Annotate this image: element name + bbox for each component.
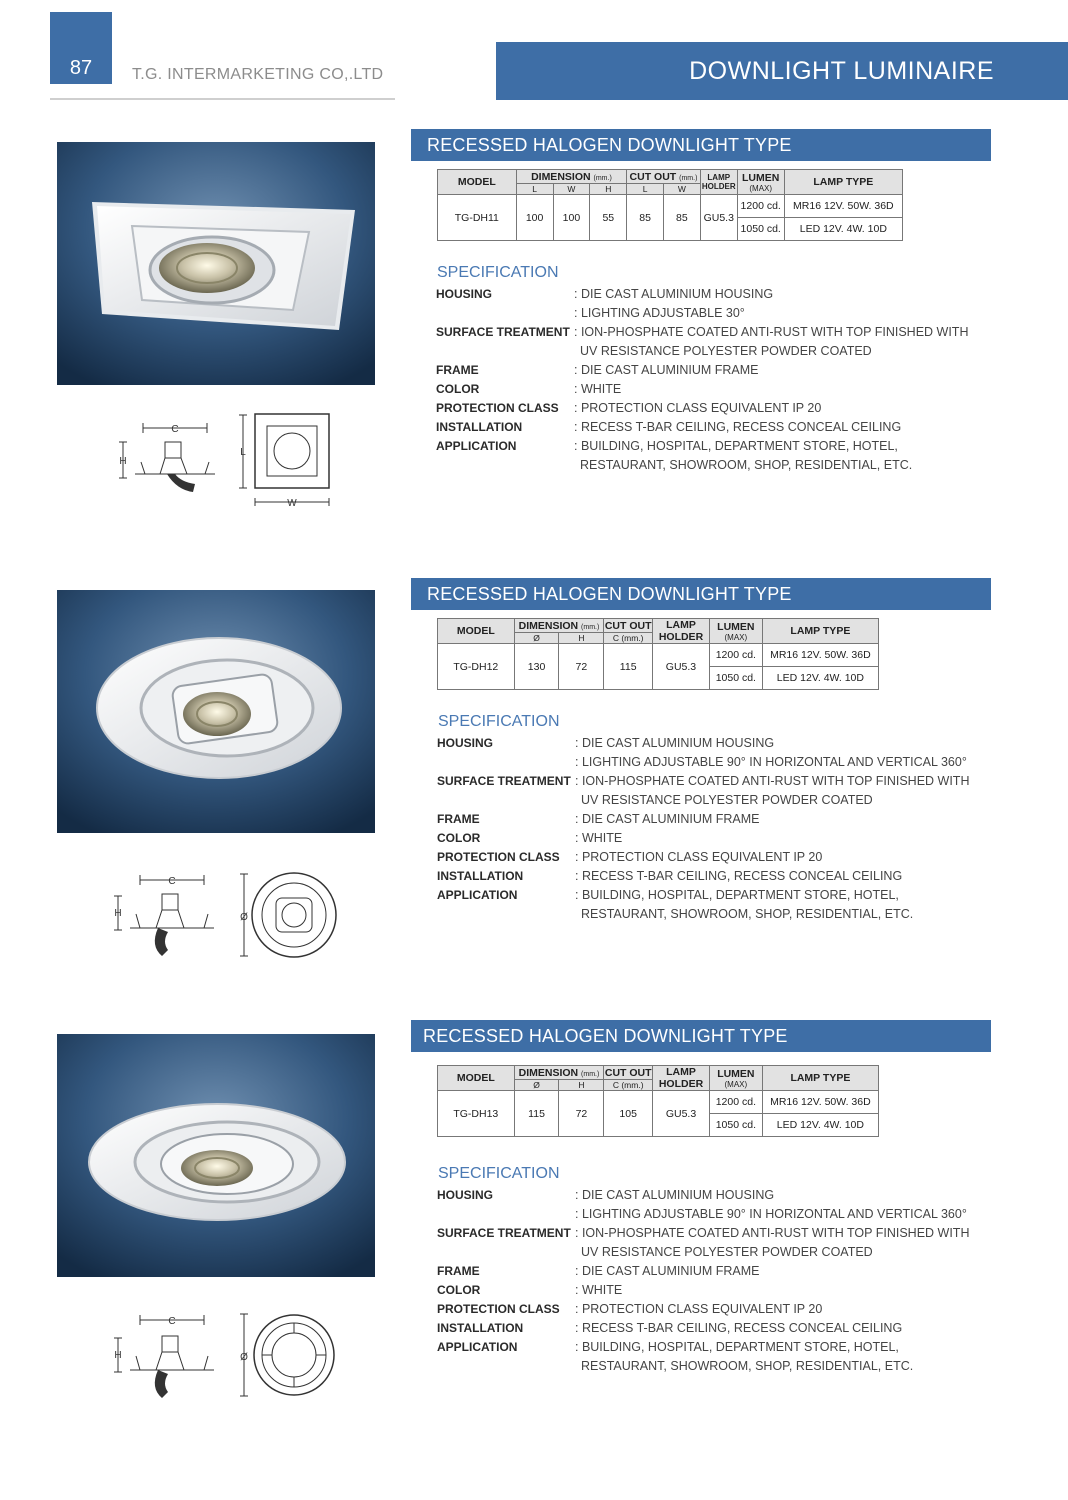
page-number: 87 [69,57,93,79]
th-dim-l: L [516,184,553,195]
cell-lamp-holder: GU5.3 [653,1091,710,1137]
spec-row: COLOR : WHITE [436,382,622,396]
spec-row: UV RESISTANCE POLYESTER POWDER COATED [580,344,872,358]
spec-heading-dh13: SPECIFICATION [438,1165,560,1182]
th-model: MODEL [438,170,517,195]
cell-dim-h: 72 [559,1091,604,1137]
cell-model: TG-DH11 [438,195,517,241]
th-lamp-type: LAMP TYPE [762,619,878,644]
spec-row: APPLICATION : BUILDING, HOSPITAL, DEPARTMENT STORE, HOTEL, [436,439,898,453]
category-banner [496,42,1068,100]
th-dim-w: W [553,184,590,195]
spec-table-dh12 [437,618,879,690]
header-divider [50,98,395,100]
dimension-drawing-dh11 [115,410,345,520]
cell-model: TG-DH13 [438,1091,515,1137]
th-dim-h: H [590,184,627,195]
th-cut-l: L [627,184,664,195]
cell-cut-l: 85 [627,195,664,241]
section-title-dh11: RECESSED HALOGEN DOWNLIGHT TYPE [411,129,991,161]
cell-lumen-2: 1050 cd. [737,218,784,241]
spec-list-dh13 [437,1186,969,1376]
cell-lamp-type-1: MR16 12V. 50W. 36D [762,1091,878,1114]
cell-lamp-holder: GU5.3 [653,644,710,690]
spec-row: COLOR : WHITE [437,831,623,845]
spec-row: PROTECTION CLASS : PROTECTION CLASS EQUIVALENT IP 20 [437,1302,823,1316]
spec-row: : LIGHTING ADJUSTABLE 30° [574,306,745,320]
cell-cutout: 115 [604,644,653,690]
cell-lumen-1: 1200 cd. [709,644,762,667]
spec-row: PROTECTION CLASS : PROTECTION CLASS EQUIVALENT IP 20 [437,850,823,864]
th-lamp-holder: LAMP HOLDER [653,619,710,644]
spec-row: SURFACE TREATMENT : ION-PHOSPHATE COATED ANTI-RUST WITH TOP FINISHED WITH [437,774,970,788]
cell-lamp-type-2: LED 12V. 4W. 10D [784,218,902,241]
spec-row: SURFACE TREATMENT : ION-PHOSPHATE COATED ANTI-RUST WITH TOP FINISHED WITH [436,325,969,339]
th-model: MODEL [438,1066,515,1091]
th-lamp-type: LAMP TYPE [762,1066,878,1091]
spec-heading-dh12: SPECIFICATION [438,713,560,730]
dim-label-c: C [168,1316,176,1327]
dim-label-dia: Ø [240,1352,248,1363]
spec-list-dh12 [437,734,969,924]
cell-dim-h: 72 [559,644,604,690]
th-dimension: DIMENSION (mm.) [516,170,627,184]
th-cutout: CUT OUT [604,619,652,632]
spec-row: INSTALLATION : RECESS T-BAR CEILING, RECESS CONCEAL CEILING [437,1321,903,1335]
product-photo-dh13 [57,1034,375,1277]
cell-lumen-2: 1050 cd. [709,1114,762,1137]
spec-row: : LIGHTING ADJUSTABLE 90° IN HORIZONTAL AND VERTICAL 360° [575,755,967,769]
spec-row: HOUSING : DIE CAST ALUMINIUM HOUSING [436,287,774,301]
spec-row: FRAME : DIE CAST ALUMINIUM FRAME [436,363,759,377]
cell-lumen-1: 1200 cd. [737,195,784,218]
cell-lamp-type-2: LED 12V. 4W. 10D [762,1114,878,1137]
spec-row: COLOR : WHITE [437,1283,623,1297]
th-lamp-holder: LAMP HOLDER [700,170,737,195]
spec-row: INSTALLATION : RECESS T-BAR CEILING, RECESS CONCEAL CEILING [437,869,903,883]
spec-row: FRAME : DIE CAST ALUMINIUM FRAME [437,812,760,826]
th-lumen: LUMEN (MAX) [737,170,784,195]
product-photo-dh11 [57,142,375,385]
th-lamp-type: LAMP TYPE [784,170,902,195]
cell-lamp-type-1: MR16 12V. 50W. 36D [784,195,902,218]
spec-row: SURFACE TREATMENT : ION-PHOSPHATE COATED ANTI-RUST WITH TOP FINISHED WITH [437,1226,970,1240]
category-title: DOWNLIGHT LUMINAIRE [689,56,994,85]
th-cut-c: C (mm.) [604,1080,653,1091]
spec-table-dh13 [437,1065,879,1137]
cell-lamp-type-1: MR16 12V. 50W. 36D [762,644,878,667]
spec-row: APPLICATION : BUILDING, HOSPITAL, DEPARTMENT STORE, HOTEL, [437,888,899,902]
spec-row: RESTAURANT, SHOWROOM, SHOP, RESIDENTIAL, ETC. [580,458,913,472]
spec-row: PROTECTION CLASS : PROTECTION CLASS EQUIVALENT IP 20 [436,401,822,415]
spec-heading-dh11: SPECIFICATION [437,264,559,281]
section-title-dh12: RECESSED HALOGEN DOWNLIGHT TYPE [411,578,991,610]
th-dim-dia: Ø [514,633,559,644]
dim-label-c: C [168,876,176,887]
th-lamp-holder: LAMP HOLDER [653,1066,710,1091]
th-cut-c: C (mm.) [604,633,653,644]
spec-row: HOUSING : DIE CAST ALUMINIUM HOUSING [437,736,775,750]
th-model: MODEL [438,619,515,644]
th-dim-h: H [559,1080,604,1091]
dim-label-h: H [114,908,122,919]
spec-row: HOUSING : DIE CAST ALUMINIUM HOUSING [437,1188,775,1202]
spec-row: APPLICATION : BUILDING, HOSPITAL, DEPARTMENT STORE, HOTEL, [437,1340,899,1354]
spec-row: RESTAURANT, SHOWROOM, SHOP, RESIDENTIAL, ETC. [581,1359,914,1373]
cell-cut-w: 85 [663,195,700,241]
cell-lamp-type-2: LED 12V. 4W. 10D [762,667,878,690]
dim-label-dia: Ø [240,912,248,923]
spec-list-dh11 [436,285,968,475]
cell-dim-h: 55 [590,195,627,241]
page-number-badge [50,12,112,84]
dim-label-h: H [119,456,127,467]
spec-row: : LIGHTING ADJUSTABLE 90° IN HORIZONTAL AND VERTICAL 360° [575,1207,967,1221]
cell-dim-dia: 130 [514,644,559,690]
th-dim-h: H [559,633,604,644]
spec-row: FRAME : DIE CAST ALUMINIUM FRAME [437,1264,760,1278]
spec-row: UV RESISTANCE POLYESTER POWDER COATED [581,793,873,807]
spec-row: RESTAURANT, SHOWROOM, SHOP, RESIDENTIAL, ETC. [581,907,914,921]
th-lumen: LUMEN (MAX) [709,1066,762,1091]
cell-model: TG-DH12 [438,644,515,690]
dimension-drawing-dh12 [110,868,340,968]
th-dim-dia: Ø [514,1080,559,1091]
th-lumen: LUMEN (MAX) [709,619,762,644]
spec-row: UV RESISTANCE POLYESTER POWDER COATED [581,1245,873,1259]
company-name: T.G. INTERMARKETING CO,.LTD [132,66,384,83]
cell-dim-w: 100 [553,195,590,241]
th-dimension: DIMENSION (mm.) [514,1066,604,1080]
th-cutout: CUT OUT [604,1066,652,1079]
spec-row: INSTALLATION : RECESS T-BAR CEILING, RECESS CONCEAL CEILING [436,420,902,434]
dim-label-h: H [114,1350,122,1361]
product-photo-dh12 [57,590,375,833]
dim-label-w: W [287,498,297,509]
cell-dim-l: 100 [516,195,553,241]
cell-dim-dia: 115 [514,1091,559,1137]
cell-lumen-2: 1050 cd. [709,667,762,690]
cell-cutout: 105 [604,1091,653,1137]
th-cutout: CUT OUT (mm.) [627,170,701,184]
section-title-dh13: RECESSED HALOGEN DOWNLIGHT TYPE [411,1020,991,1052]
th-cut-w: W [663,184,700,195]
th-dimension: DIMENSION (mm.) [514,619,604,633]
cell-lumen-1: 1200 cd. [709,1091,762,1114]
cell-lamp-holder: GU5.3 [700,195,737,241]
dimension-drawing-dh13 [110,1308,340,1408]
dim-label-c: C [171,424,179,435]
spec-table-dh11 [437,169,903,241]
dim-label-l: L [240,447,246,458]
